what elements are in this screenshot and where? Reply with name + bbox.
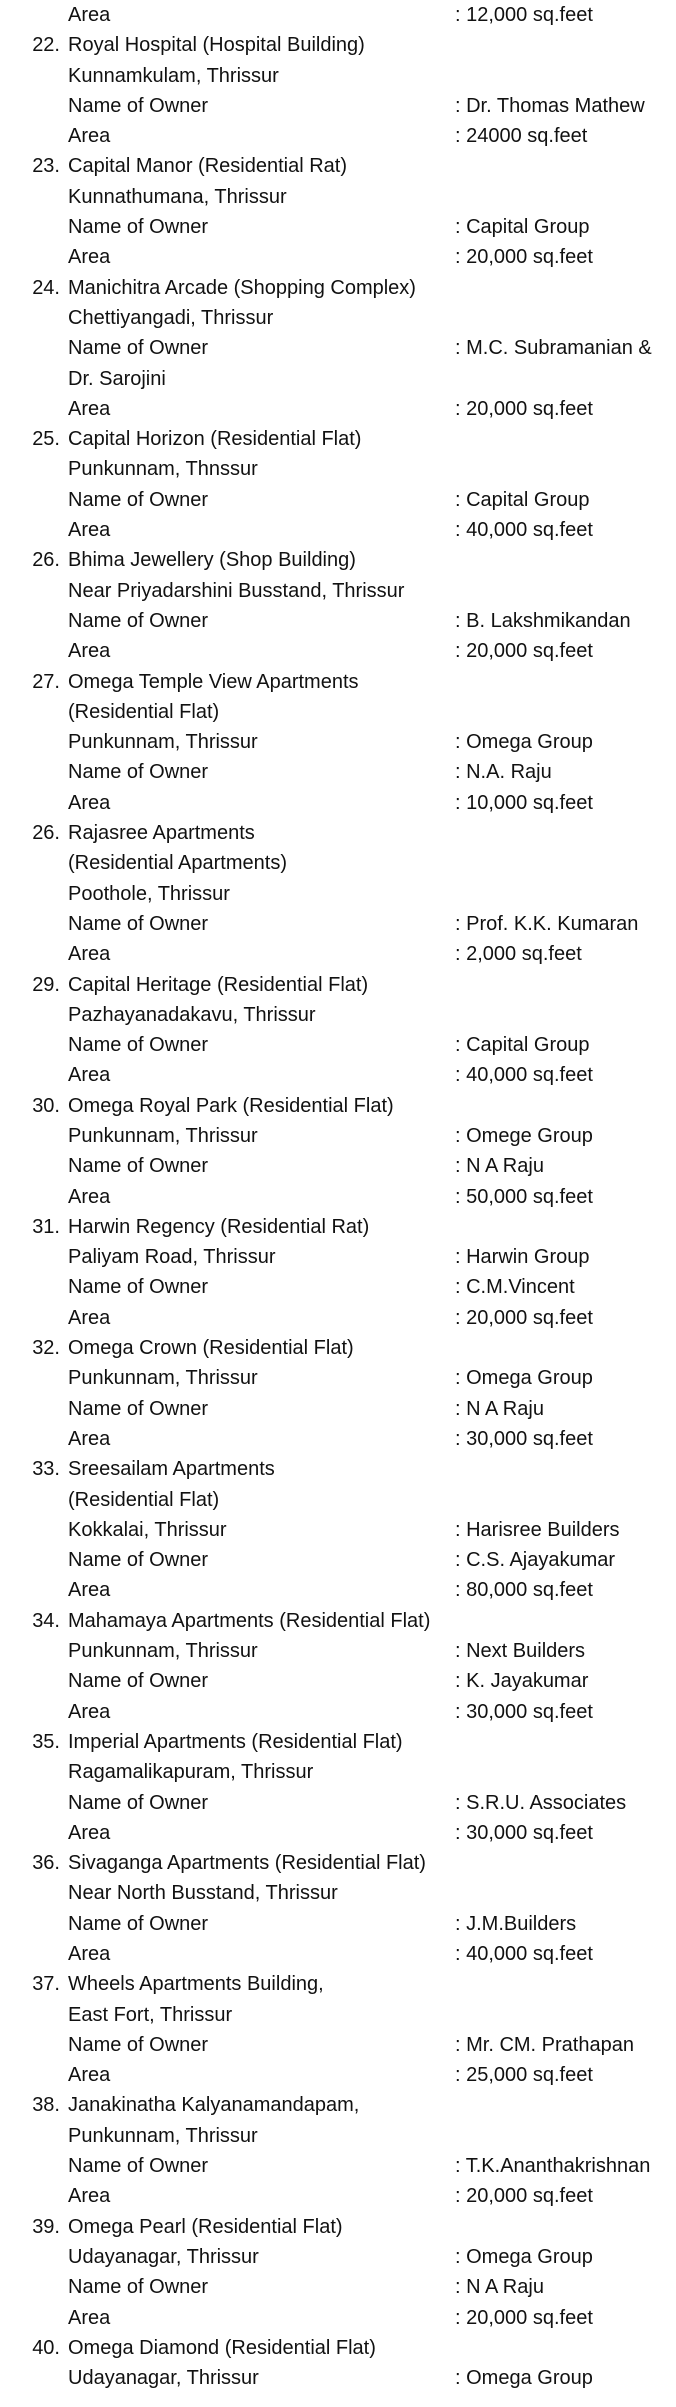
list-line (0, 2333, 676, 2363)
line-label: Harwin Regency (Residential Rat) (68, 1215, 370, 1238)
line-label: Name of Owner (68, 1670, 209, 1693)
line-value: : S.R.U. Associates (455, 1791, 627, 1814)
line-label: Near North Busstand, Thrissur (68, 1882, 338, 1905)
list-line (0, 1485, 676, 1515)
line-label: Name of Owner (68, 337, 209, 360)
line-value: : 20,000 sq.feet (455, 397, 593, 420)
list-line (0, 1909, 676, 1939)
line-label: Area (68, 397, 111, 420)
line-value: : N A Raju (455, 1397, 544, 1420)
list-line (0, 303, 676, 333)
line-label: Punkunnam, Thrissur (68, 1640, 258, 1663)
list-line (0, 2212, 676, 2242)
list-line (0, 212, 676, 242)
line-value: : B. Lakshmikandan (455, 609, 631, 632)
line-label: Name of Owner (68, 2033, 209, 2056)
list-line (0, 1121, 676, 1151)
list-line (0, 1363, 676, 1393)
line-value: : Omege Group (455, 1124, 593, 1147)
list-line (0, 1788, 676, 1818)
line-label: Punkunnam, Thrissur (68, 731, 258, 754)
list-line (0, 636, 676, 666)
item-number: 35. (32, 1730, 60, 1753)
line-label: Poothole, Thrissur (68, 882, 230, 905)
line-value: : J.M.Builders (455, 1912, 577, 1935)
line-label: (Residential Flat) (68, 1488, 220, 1511)
list-line (0, 1272, 676, 1302)
line-label: Sivaganga Apartments (Residential Flat) (68, 1852, 426, 1875)
line-label: Name of Owner (68, 1397, 209, 1420)
line-label: Capital Manor (Residential Rat) (68, 155, 348, 178)
list-line (0, 1303, 676, 1333)
line-value: : 20,000 sq.feet (455, 246, 593, 269)
line-label: Area (68, 519, 111, 542)
line-label: Pazhayanadakavu, Thrissur (68, 1003, 316, 1026)
list-line (0, 2303, 676, 2333)
line-label: Mahamaya Apartments (Residential Flat) (68, 1609, 431, 1632)
list-line (0, 1727, 676, 1757)
line-label: Punkunnam, Thnssur (68, 458, 258, 481)
line-value: : N A Raju (455, 2276, 544, 2299)
line-value: : Capital Group (455, 216, 590, 239)
line-value: : 40,000 sq.feet (455, 1943, 593, 1965)
line-value: : 2,000 sq.feet (455, 943, 582, 966)
list-line (0, 273, 676, 303)
line-label: Area (68, 1427, 111, 1450)
list-line (0, 2363, 676, 2393)
line-label: Omega Temple View Apartments (68, 670, 359, 693)
line-label: Area (68, 640, 111, 663)
list-line (0, 1394, 676, 1424)
line-value: : Omega Group (455, 2245, 593, 2268)
item-number: 36. (32, 1852, 60, 1875)
line-value: : Omega Group (455, 731, 593, 754)
line-label: Area (68, 1064, 111, 1087)
list-line (0, 1848, 676, 1878)
line-value: : 12,000 sq.feet (455, 4, 593, 26)
list-line (0, 2181, 676, 2211)
list-line (0, 1424, 676, 1454)
line-label: Manichitra Arcade (Shopping Complex) (68, 276, 416, 299)
list-line (0, 485, 676, 515)
line-label: East Fort, Thrissur (68, 2003, 233, 2026)
line-label: Omega Crown (Residential Flat) (68, 1337, 354, 1360)
list-line (0, 515, 676, 545)
line-label: Name of Owner (68, 609, 209, 632)
list-line (0, 2030, 676, 2060)
list-line (0, 818, 676, 848)
line-label: Area (68, 125, 111, 148)
line-label: Chettiyangadi, Thrissur (68, 306, 274, 329)
list-line (0, 1091, 676, 1121)
line-label: Sreesailam Apartments (68, 1458, 275, 1481)
line-label: Name of Owner (68, 912, 209, 935)
list-line (0, 121, 676, 151)
list-line (0, 727, 676, 757)
line-label: (Residential Apartments) (68, 852, 287, 875)
line-label: Bhima Jewellery (Shop Building) (68, 549, 356, 572)
line-value: : T.K.Ananthakrishnan (455, 2155, 651, 2178)
item-number: 39. (32, 2215, 60, 2238)
list-line (0, 1666, 676, 1696)
line-value: : 30,000 sq.feet (455, 1427, 593, 1450)
list-line (0, 1333, 676, 1363)
list-line (0, 1636, 676, 1666)
list-line (0, 1969, 676, 1999)
list-line (0, 394, 676, 424)
list-line (0, 606, 676, 636)
list-line (0, 1060, 676, 1090)
list-line (0, 151, 676, 181)
line-value: : Next Builders (455, 1640, 586, 1663)
line-label: Name of Owner (68, 1276, 209, 1299)
line-value: : Harwin Group (455, 1246, 590, 1269)
list-line (0, 2272, 676, 2302)
item-number: 26. (32, 549, 60, 572)
line-label: Capital Heritage (Residential Flat) (68, 973, 369, 996)
list-line (0, 848, 676, 878)
list-line (0, 970, 676, 1000)
list-line (0, 1454, 676, 1484)
line-value: : C.S. Ajayakumar (455, 1549, 616, 1572)
list-line (0, 333, 676, 363)
line-value: : 40,000 sq.feet (455, 519, 593, 542)
line-value: : 10,000 sq.feet (455, 791, 593, 814)
list-line (0, 909, 676, 939)
line-label: Name of Owner (68, 94, 209, 117)
item-number: 22. (32, 34, 60, 57)
list-line (0, 424, 676, 454)
line-label: Near Priyadarshini Busstand, Thrissur (68, 579, 405, 602)
item-number: 29. (32, 973, 60, 996)
item-number: 38. (32, 2094, 60, 2117)
line-value: : 20,000 sq.feet (455, 1306, 593, 1329)
list-line (0, 788, 676, 818)
line-label: Area (68, 2064, 111, 2087)
list-line (0, 454, 676, 484)
list-line (0, 697, 676, 727)
line-label: Area (68, 791, 111, 814)
line-value: : 20,000 sq.feet (455, 2185, 593, 2208)
line-label: Area (68, 2185, 111, 2208)
list-line (0, 1545, 676, 1575)
list-line (0, 1606, 676, 1636)
line-label: Area (68, 1306, 111, 1329)
line-label: Name of Owner (68, 1155, 209, 1178)
list-line (0, 879, 676, 909)
line-label: Area (68, 2306, 111, 2329)
list-line (0, 364, 676, 394)
line-label: Area (68, 246, 111, 269)
list-line (0, 2151, 676, 2181)
line-label: (Residential Flat) (68, 700, 220, 723)
line-value: : C.M.Vincent (455, 1276, 575, 1299)
item-number: 33. (32, 1458, 60, 1481)
list-line (0, 757, 676, 787)
list-line (0, 939, 676, 969)
line-value: : 30,000 sq.feet (455, 1821, 593, 1844)
line-value: : N A Raju (455, 1155, 544, 1178)
line-value: : Capital Group (455, 488, 590, 511)
line-label: Area (68, 1821, 111, 1844)
line-label: Name of Owner (68, 488, 209, 511)
line-label: Name of Owner (68, 2276, 209, 2299)
list-line (0, 2000, 676, 2030)
line-value: : Omega Group (455, 1367, 593, 1390)
line-value: : 40,000 sq.feet (455, 1064, 593, 1087)
item-number: 26. (32, 822, 60, 845)
list-line (0, 576, 676, 606)
line-value: : Omega Group (455, 2367, 593, 2390)
list-line (0, 667, 676, 697)
list-line (0, 1818, 676, 1848)
line-label: Name of Owner (68, 216, 209, 239)
line-value: : K. Jayakumar (455, 1670, 589, 1693)
line-value: : 50,000 sq.feet (455, 1185, 593, 1208)
list-line (0, 182, 676, 212)
list-line (0, 1878, 676, 1908)
list-line (0, 242, 676, 272)
line-label: Area (68, 943, 111, 966)
line-label: Punkunnam, Thrissur (68, 1367, 258, 1390)
list-line (0, 91, 676, 121)
line-label: Udayanagar, Thrissur (68, 2367, 259, 2390)
line-value: : 80,000 sq.feet (455, 1579, 593, 1602)
item-number: 37. (32, 1973, 60, 1996)
list-line (0, 61, 676, 91)
line-label: Ragamalikapuram, Thrissur (68, 1761, 314, 1784)
list-line (0, 2121, 676, 2151)
line-label: Area (68, 1579, 111, 1602)
line-label: Name of Owner (68, 1549, 209, 1572)
line-label: Punkunnam, Thrissur (68, 2124, 258, 2147)
item-number: 31. (32, 1215, 60, 1238)
list-line (0, 545, 676, 575)
item-number: 25. (32, 428, 60, 451)
line-label: Area (68, 1943, 111, 1965)
line-label: Imperial Apartments (Residential Flat) (68, 1730, 403, 1753)
line-value: : 30,000 sq.feet (455, 1700, 593, 1723)
list-line (0, 1697, 676, 1727)
line-value: : 20,000 sq.feet (455, 640, 593, 663)
list-line (0, 30, 676, 60)
list-line (0, 2060, 676, 2090)
line-label: Kunnathumana, Thrissur (68, 185, 287, 208)
line-label: Paliyam Road, Thrissur (68, 1246, 276, 1269)
line-label: Kunnamkulam, Thrissur (68, 64, 279, 87)
line-label: Area (68, 1700, 111, 1723)
list-line (0, 1515, 676, 1545)
item-number: 24. (32, 276, 60, 299)
list-line (0, 1757, 676, 1787)
item-number: 40. (32, 2336, 60, 2359)
line-value: : Prof. K.K. Kumaran (455, 912, 639, 935)
line-value: : N.A. Raju (455, 761, 552, 784)
line-label: Name of Owner (68, 1791, 209, 1814)
line-label: Name of Owner (68, 1034, 209, 1057)
line-label: Omega Royal Park (Residential Flat) (68, 1094, 394, 1117)
line-label: Area (68, 1185, 111, 1208)
list-line (0, 1939, 676, 1969)
list-line (0, 1000, 676, 1030)
item-number: 27. (32, 670, 60, 693)
list-line (0, 2242, 676, 2272)
list-line (0, 2090, 676, 2120)
line-label: Name of Owner (68, 1912, 209, 1935)
list-line (0, 1575, 676, 1605)
list-line (0, 0, 676, 30)
line-label: Royal Hospital (Hospital Building) (68, 34, 365, 57)
item-number: 30. (32, 1094, 60, 1117)
list-line (0, 1212, 676, 1242)
list-line (0, 1242, 676, 1272)
line-value: : Dr. Thomas Mathew (455, 94, 645, 117)
line-value: : Mr. CM. Prathapan (455, 2033, 634, 2056)
line-label: Punkunnam, Thrissur (68, 1124, 258, 1147)
line-label: Name of Owner (68, 761, 209, 784)
item-number: 34. (32, 1609, 60, 1632)
line-label: Udayanagar, Thrissur (68, 2245, 259, 2268)
line-label: Omega Diamond (Residential Flat) (68, 2336, 376, 2359)
line-label: Name of Owner (68, 2155, 209, 2178)
line-label: Janakinatha Kalyanamandapam, (68, 2094, 360, 2117)
item-number: 23. (32, 155, 60, 178)
line-value: : Capital Group (455, 1034, 590, 1057)
list-line (0, 1182, 676, 1212)
item-number: 32. (32, 1337, 60, 1360)
line-label: Area (68, 4, 111, 26)
line-label: Dr. Sarojini (68, 367, 166, 390)
line-value: : M.C. Subramanian & (455, 337, 652, 360)
line-value: : 20,000 sq.feet (455, 2306, 593, 2329)
line-value: : Harisree Builders (455, 1518, 620, 1541)
line-label: Wheels Apartments Building, (68, 1973, 324, 1996)
line-value: : 25,000 sq.feet (455, 2064, 593, 2087)
line-label: Kokkalai, Thrissur (68, 1518, 227, 1541)
list-line (0, 1030, 676, 1060)
list-line (0, 1151, 676, 1181)
line-label: Rajasree Apartments (68, 822, 255, 845)
line-label: Omega Pearl (Residential Flat) (68, 2215, 343, 2238)
line-value: : 24000 sq.feet (455, 125, 588, 148)
line-label: Capital Horizon (Residential Flat) (68, 428, 362, 451)
